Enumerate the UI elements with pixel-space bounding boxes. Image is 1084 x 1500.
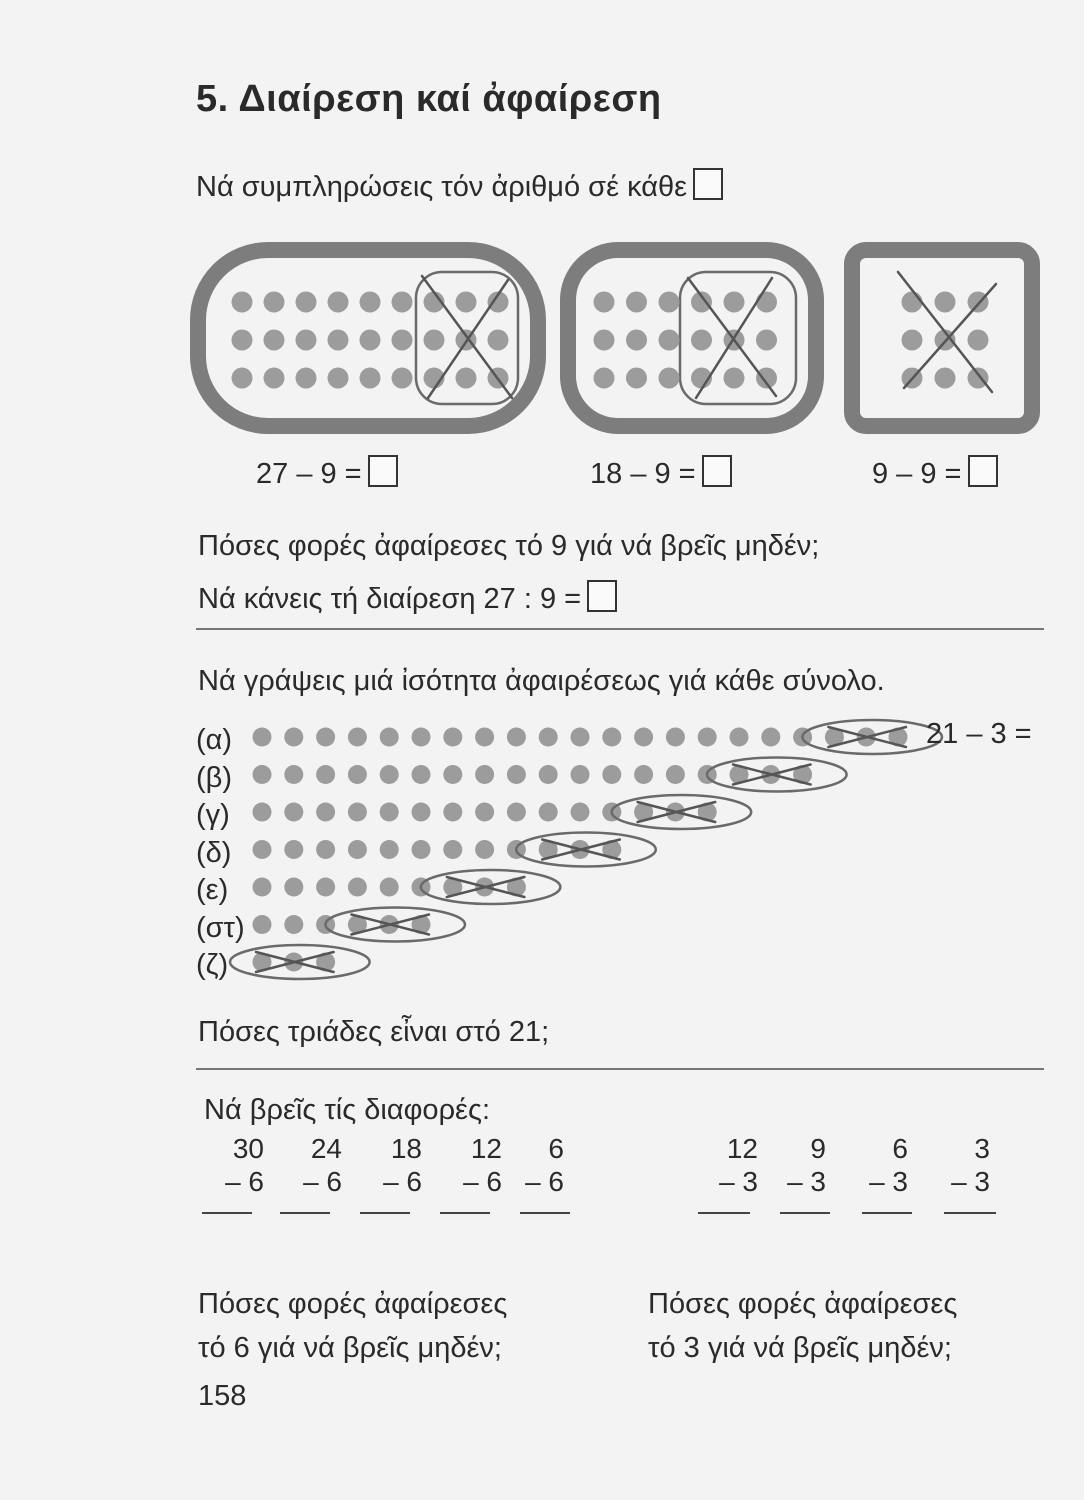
minuend: 3 bbox=[974, 1133, 990, 1164]
subtrahend: – 3 bbox=[787, 1166, 826, 1197]
answer-line[interactable] bbox=[360, 1212, 410, 1214]
dot bbox=[539, 728, 558, 747]
answer-box[interactable] bbox=[968, 455, 998, 487]
question-subtract-3 bbox=[648, 1282, 957, 1370]
divider bbox=[196, 1068, 1044, 1070]
dot bbox=[626, 292, 647, 313]
dot bbox=[602, 765, 621, 784]
dot bbox=[348, 728, 367, 747]
minuend: 6 bbox=[892, 1133, 908, 1164]
dot bbox=[634, 765, 653, 784]
equation-prompt: Νά γράψεις μιά ἰσότητα ἀφαιρέσεως γιά κάθε σύνολο. bbox=[198, 665, 885, 697]
instruction bbox=[196, 168, 723, 204]
row-label: (β) bbox=[196, 761, 232, 794]
dot-groups-illustration bbox=[0, 230, 1084, 440]
dot-grid-18 bbox=[594, 292, 778, 389]
divider bbox=[196, 628, 1044, 630]
section-title: 5. Διαίρεση καί ἀφαίρεση bbox=[196, 78, 662, 120]
dot bbox=[761, 728, 780, 747]
dot bbox=[253, 765, 272, 784]
answer-box[interactable] bbox=[693, 168, 723, 200]
answer-box[interactable] bbox=[368, 455, 398, 487]
equation-2 bbox=[590, 455, 732, 491]
answer-box[interactable] bbox=[702, 455, 732, 487]
dot bbox=[902, 330, 923, 351]
dot bbox=[730, 728, 749, 747]
dot bbox=[392, 330, 413, 351]
minuend: 12 bbox=[726, 1133, 758, 1164]
equation-1-text: 27 – 9 = bbox=[256, 458, 362, 490]
subtrahend: – 3 bbox=[869, 1166, 908, 1197]
dot bbox=[360, 292, 381, 313]
minuend: 9 bbox=[810, 1133, 826, 1164]
dot bbox=[475, 728, 494, 747]
dot bbox=[456, 368, 477, 389]
minuend: 6 bbox=[548, 1133, 564, 1164]
dot bbox=[232, 292, 253, 313]
answer-line[interactable] bbox=[440, 1212, 490, 1214]
answer-line[interactable] bbox=[862, 1212, 912, 1214]
equation-3 bbox=[872, 455, 998, 491]
subtrahend: – 6 bbox=[463, 1166, 502, 1197]
page-number: 158 bbox=[198, 1380, 247, 1412]
dot bbox=[475, 765, 494, 784]
dot bbox=[571, 803, 590, 822]
subtrahend: – 3 bbox=[951, 1166, 990, 1197]
subtraction-problem bbox=[434, 1132, 502, 1198]
dot bbox=[348, 803, 367, 822]
answer-line[interactable] bbox=[698, 1212, 750, 1214]
minuend: 18 bbox=[390, 1133, 422, 1164]
dot bbox=[316, 878, 335, 897]
dot bbox=[328, 330, 349, 351]
minuend: 30 bbox=[232, 1133, 264, 1164]
dot bbox=[316, 765, 335, 784]
row-label: (ε) bbox=[196, 874, 229, 906]
dot bbox=[488, 330, 509, 351]
dot bbox=[264, 292, 285, 313]
dot bbox=[412, 765, 431, 784]
row-a-equation: 21 – 3 = bbox=[926, 718, 1032, 750]
dot bbox=[443, 803, 462, 822]
dot bbox=[232, 330, 253, 351]
dot bbox=[691, 330, 712, 351]
dot bbox=[232, 368, 253, 389]
subtraction-problem bbox=[856, 1132, 908, 1198]
row-label: (α) bbox=[196, 724, 233, 756]
row-label: (δ) bbox=[196, 836, 232, 869]
dot-triangle bbox=[0, 718, 1084, 998]
dot bbox=[626, 330, 647, 351]
dot bbox=[253, 803, 272, 822]
dot bbox=[412, 803, 431, 822]
answer-line[interactable] bbox=[280, 1212, 330, 1214]
dot bbox=[698, 728, 717, 747]
question-line: Πόσες φορές ἀφαίρεσες bbox=[198, 1288, 508, 1320]
subtraction-problem bbox=[512, 1132, 564, 1198]
dot bbox=[253, 878, 272, 897]
answer-line[interactable] bbox=[944, 1212, 996, 1214]
dot bbox=[902, 292, 923, 313]
dot bbox=[284, 840, 303, 859]
subtrahend: – 6 bbox=[225, 1166, 264, 1197]
dot bbox=[443, 728, 462, 747]
subtraction-problem bbox=[276, 1132, 342, 1198]
subtraction-problem bbox=[354, 1132, 422, 1198]
dot bbox=[507, 765, 526, 784]
dot bbox=[412, 840, 431, 859]
dot bbox=[296, 330, 317, 351]
dot bbox=[659, 292, 680, 313]
dot bbox=[571, 765, 590, 784]
dot bbox=[380, 803, 399, 822]
dot bbox=[968, 330, 989, 351]
division-prompt-text: Νά κάνεις τή διαίρεση 27 : 9 = bbox=[198, 583, 582, 615]
dot bbox=[424, 330, 445, 351]
row-label: (στ) bbox=[196, 911, 245, 944]
equation-2-text: 18 – 9 = bbox=[590, 458, 696, 490]
dot bbox=[264, 330, 285, 351]
dot bbox=[539, 765, 558, 784]
dot bbox=[475, 840, 494, 859]
row-label: (ζ) bbox=[196, 949, 229, 981]
dot bbox=[264, 368, 285, 389]
dot bbox=[284, 915, 303, 934]
dot bbox=[634, 728, 653, 747]
dot bbox=[348, 765, 367, 784]
dot bbox=[360, 368, 381, 389]
instruction-text: Νά συμπληρώσεις τόν ἀριθμό σέ κάθε bbox=[196, 171, 688, 203]
dot bbox=[935, 292, 956, 313]
dot bbox=[253, 728, 272, 747]
answer-box[interactable] bbox=[587, 580, 617, 612]
dot bbox=[659, 368, 680, 389]
dot bbox=[253, 840, 272, 859]
dot bbox=[316, 840, 335, 859]
dot bbox=[412, 728, 431, 747]
dot bbox=[316, 728, 335, 747]
dot bbox=[666, 728, 685, 747]
dot bbox=[571, 728, 590, 747]
subtrahend: – 6 bbox=[383, 1166, 422, 1197]
dot bbox=[380, 765, 399, 784]
dot bbox=[348, 878, 367, 897]
dot bbox=[284, 765, 303, 784]
dot bbox=[380, 728, 399, 747]
dot bbox=[594, 368, 615, 389]
subtrahend: – 3 bbox=[719, 1166, 758, 1197]
dot bbox=[724, 292, 745, 313]
dot bbox=[594, 292, 615, 313]
subtrahend: – 6 bbox=[303, 1166, 342, 1197]
answer-line[interactable] bbox=[202, 1212, 252, 1214]
dot bbox=[328, 368, 349, 389]
dot bbox=[724, 368, 745, 389]
dot bbox=[507, 728, 526, 747]
answer-line[interactable] bbox=[780, 1212, 830, 1214]
subtraction-problem bbox=[940, 1132, 990, 1198]
dot bbox=[539, 803, 558, 822]
minuend: 12 bbox=[470, 1133, 502, 1164]
row-label: (γ) bbox=[196, 799, 230, 831]
division-prompt bbox=[198, 580, 617, 616]
dot bbox=[392, 368, 413, 389]
dot bbox=[443, 765, 462, 784]
triads-question: Πόσες τριάδες εἶναι στό 21; bbox=[198, 1016, 550, 1048]
dot bbox=[659, 330, 680, 351]
dot bbox=[626, 368, 647, 389]
question-subtract-6 bbox=[198, 1282, 507, 1370]
dot bbox=[666, 765, 685, 784]
dot bbox=[392, 292, 413, 313]
dot bbox=[456, 292, 477, 313]
dot bbox=[284, 878, 303, 897]
dot bbox=[296, 292, 317, 313]
dot bbox=[380, 878, 399, 897]
dot bbox=[756, 330, 777, 351]
equation-3-text: 9 – 9 = bbox=[872, 458, 962, 490]
dot bbox=[507, 803, 526, 822]
minuend: 24 bbox=[310, 1133, 342, 1164]
dot bbox=[284, 728, 303, 747]
dot bbox=[253, 915, 272, 934]
dot bbox=[328, 292, 349, 313]
question-subtract-9: Πόσες φορές ἀφαίρεσες τό 9 γιά νά βρεῖς μηδέν; bbox=[198, 530, 820, 562]
answer-line[interactable] bbox=[520, 1212, 570, 1214]
dot bbox=[935, 368, 956, 389]
dot bbox=[756, 292, 777, 313]
dot bbox=[316, 803, 335, 822]
question-line: Πόσες φορές ἀφαίρεσες bbox=[648, 1288, 958, 1320]
subtraction-problem bbox=[196, 1132, 264, 1198]
dot bbox=[360, 330, 381, 351]
dot bbox=[380, 840, 399, 859]
dot bbox=[296, 368, 317, 389]
dot bbox=[594, 330, 615, 351]
question-line: τό 3 γιά νά βρεῖς μηδέν; bbox=[648, 1332, 952, 1364]
dot bbox=[284, 803, 303, 822]
subtraction-problem bbox=[696, 1132, 758, 1198]
question-line: τό 6 γιά νά βρεῖς μηδέν; bbox=[198, 1332, 502, 1364]
dot bbox=[602, 728, 621, 747]
equation-1 bbox=[256, 455, 398, 491]
differences-prompt: Νά βρεῖς τίς διαφορές: bbox=[204, 1094, 491, 1126]
subtrahend: – 6 bbox=[525, 1166, 564, 1197]
dot bbox=[443, 840, 462, 859]
dot bbox=[475, 803, 494, 822]
dot bbox=[348, 840, 367, 859]
subtraction-problem bbox=[774, 1132, 826, 1198]
